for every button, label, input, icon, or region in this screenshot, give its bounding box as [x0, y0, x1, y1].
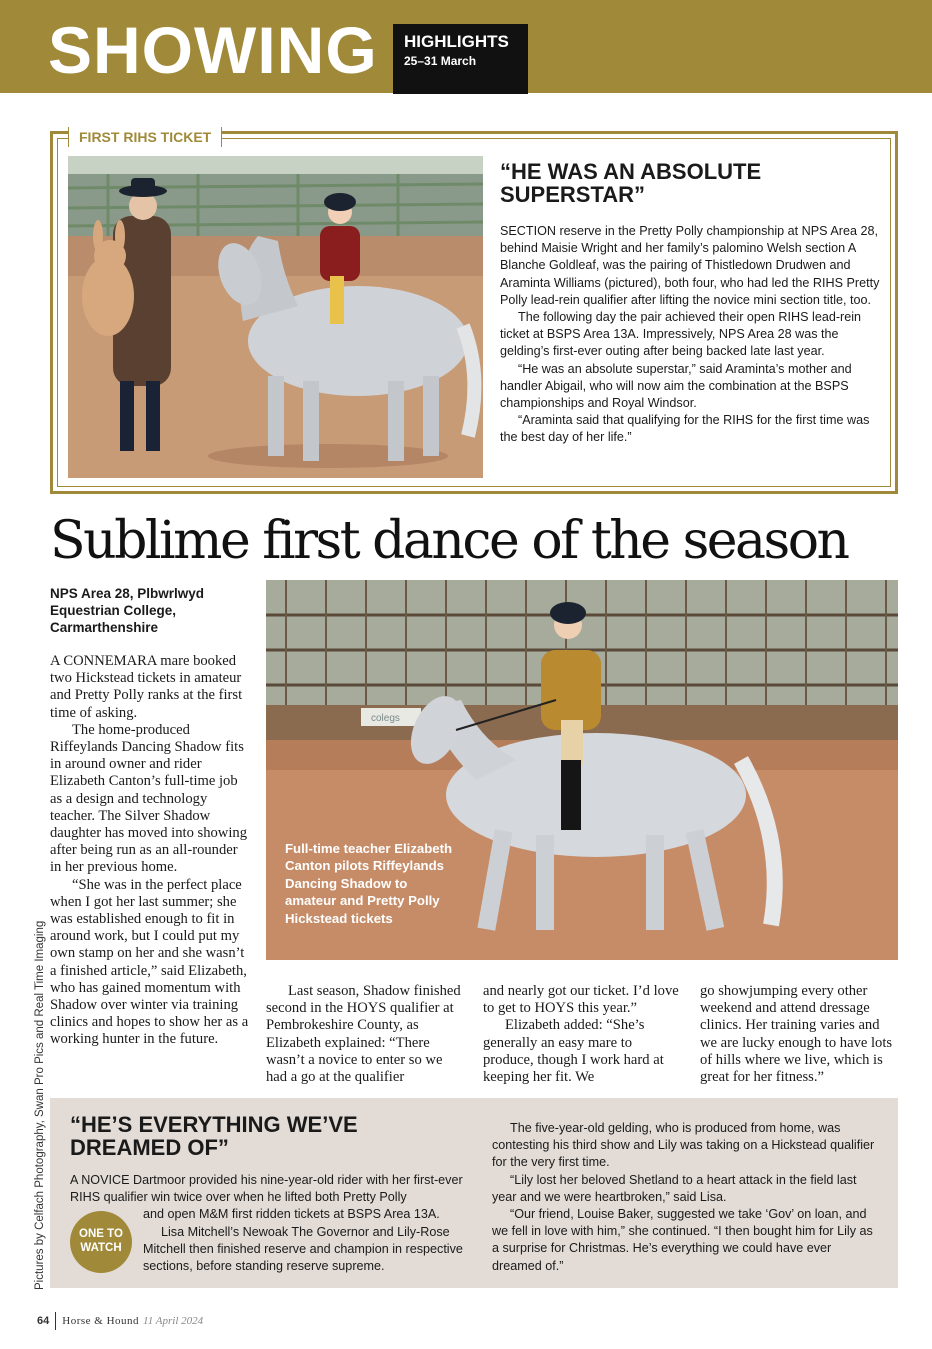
dream-quote-headline: “HE’S EVERYTHING WE’VE DREAMED OF” — [70, 1112, 358, 1160]
feature-column-2 — [266, 983, 466, 1086]
feature-paragraph: “She was in the perfect place when I got her last summer; she was established enough to fit in around work, but I could put my own stamp on her and she wasn’t a finished article,” said Elizabeth, who has gained momentum with Shadow over winter via training clinics and hopes to show her as a working hunter in the future. — [50, 876, 249, 1048]
rihs-body — [500, 223, 882, 447]
dream-paragraph: and open M&M first ridden tickets at BSPS Area 13A. — [143, 1207, 440, 1222]
feature-location: NPS Area 28, Plbwrlwyd Equestrian College, Carmarthenshire — [50, 586, 205, 635]
arena-sign-text: colegs — [371, 713, 400, 724]
page-footer — [37, 1312, 203, 1330]
feature-column-1 — [50, 653, 250, 1049]
feature-paragraph: Last season, Shadow finished second in the HOYS qualifier at Pembrokeshire County, as Elizabeth explained: “There wasn’t a novice to enter so we had a go at the qualifier — [266, 983, 461, 1086]
dream-paragraph: The five-year-old gelding, who is produced from home, was contesting his third show and Lily was taking on a Hickstead qualifier for the very first time. — [492, 1121, 875, 1170]
footer-divider — [55, 1312, 56, 1330]
rihs-quote-headline: “HE WAS AN ABSOLUTE SUPERSTAR” — [500, 159, 762, 207]
lead-rein-photo-illustration — [68, 156, 483, 478]
dream-paragraph: “Lily lost her beloved Shetland to a heart attack in the field last year and we were heartbroken,” said Lisa. — [492, 1172, 857, 1204]
dream-paragraph: “Our friend, Louise Baker, suggested we take ‘Gov’ on loan, and we fell in love with him,” she continued. “I then bought him for Lily as a surprise for Christmas. He’s everything we could have ever dreamed of.” — [492, 1207, 873, 1273]
photo-caption: Full-time teacher Elizabeth Canton pilots Riffeylands Dancing Shadow to amateur and Pretty Polly Hickstead tickets — [285, 841, 453, 926]
feature-paragraph: Elizabeth added: “She’s generally an easy mare to produce, though I work hard at keeping her fit. We — [483, 1017, 664, 1086]
photo-lead-rein-pony — [68, 156, 483, 478]
rihs-paragraph: “Araminta said that qualifying for the RIHS for the first time was the best day of her life.” — [500, 413, 870, 445]
feature-paragraph: The home-produced Riffeylands Dancing Shadow fits in around owner and rider Elizabeth Canton’s full-time job as a design and technology teacher. The Silver Shadow daughter has moved into showing after being run as an all-rounder in her previous home. — [50, 721, 247, 876]
rihs-paragraph: The following day the pair achieved their open RIHS lead-rein ticket at BSPS Area 13A. Impressively, NPS Area 28 was the gelding’s first-ever outing after being backed late last year. — [500, 310, 862, 359]
rihs-story-text — [500, 160, 882, 447]
photo-credit: Pictures by Celfach Photography, Swan Pro Pics and Real Time Imaging — [34, 920, 46, 1290]
rihs-paragraph: “He was an absolute superstar,” said Araminta’s mother and handler Abigail, who will now aim the combination at the BSPS championships and Royal Windsor. — [500, 361, 852, 411]
feature-paragraph: go showjumping every other weekend and attend dressage clinics. Her training varies and we are lucky enough to have lots of hills where we live, which is great for her fitness.” — [700, 983, 893, 1086]
dream-right-column — [492, 1120, 877, 1275]
feature-headline: Sublime first dance of the season — [50, 511, 848, 571]
magazine-name: Horse & Hound — [62, 1314, 140, 1327]
dream-left-column — [70, 1172, 475, 1275]
issue-date: 11 April 2024 — [143, 1314, 204, 1327]
feature-column-4 — [700, 983, 900, 1086]
one-to-watch-badge: ONE TO WATCH — [70, 1211, 132, 1273]
feature-column-3 — [483, 983, 683, 1086]
dream-paragraph: Lisa Mitchell’s Newoak The Governor and Lily-Rose Mitchell then finished reserve and champion in respective sections, before standing reserve supreme. — [143, 1224, 463, 1274]
rihs-ticket-tag: FIRST RIHS TICKET — [68, 127, 222, 147]
feature-paragraph: and nearly got our ticket. I’d love to get to HOYS this year.” — [483, 983, 679, 1017]
highlights-box — [393, 24, 528, 94]
rihs-paragraph: SECTION reserve in the Pretty Polly championship at NPS Area 28, behind Maisie Wright and her family’s palomino Welsh section A Blanche Goldleaf, was the pairing of Thistledown Drudwen and Araminta Williams (pictured), both four, who had led the RIHS Pretty Polly lead-rein qualifier after lifting the novice mini section title, too. — [500, 224, 880, 307]
section-title: SHOWING — [48, 13, 378, 87]
page-number: 64 — [37, 1314, 50, 1327]
highlights-label: HIGHLIGHTS — [404, 32, 509, 51]
dream-paragraph: A NOVICE Dartmoor provided his nine-year-old rider with her first-ever RIHS qualifier win twice over when he lifted both Pretty Polly — [70, 1173, 463, 1205]
feature-paragraph: A CONNEMARA mare booked two Hickstead tickets in amateur and Pretty Polly ranks at the first time of asking. — [50, 653, 243, 721]
highlights-dates: 25–31 March — [404, 54, 477, 68]
